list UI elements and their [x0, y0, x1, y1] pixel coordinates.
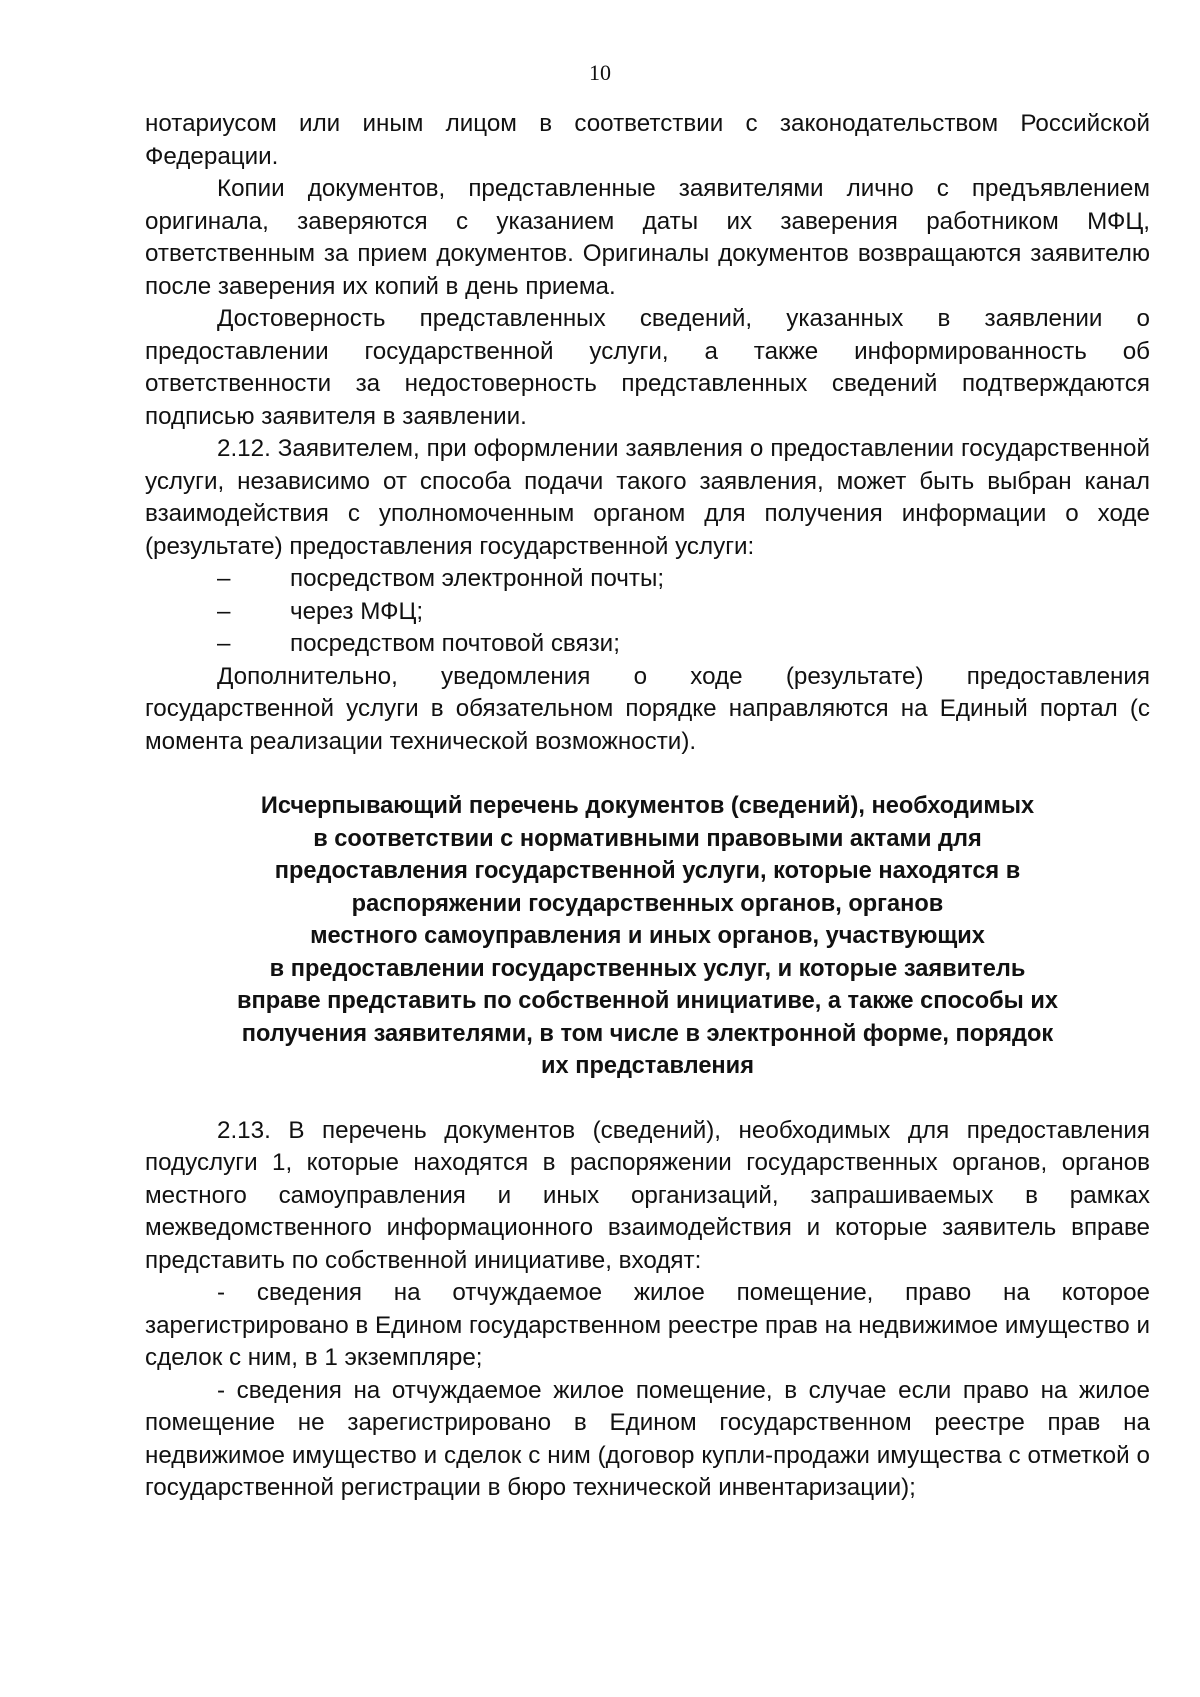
paragraph-registered-info: - сведения на отчуждаемое жилое помещение, право на которое зарегистрировано в Едином государственном реестре прав на недвижимое имущество и сделок с ним, в 1 экземпляре; — [145, 1279, 1150, 1371]
document-body — [145, 108, 1150, 1505]
list-dash: – — [217, 630, 231, 657]
list-item-text: посредством почтовой связи; — [290, 630, 620, 657]
page-number: 10 — [589, 60, 611, 85]
paragraph-continuation: нотариусом или иным лицом в соответствии с законодательством Российской Федерации. — [145, 110, 1150, 170]
paragraph-notifications: Дополнительно, уведомления о ходе (результате) предоставления государственной услуги в обязательном порядке направляются на Единый портал (с момента реализации технической возможности). — [145, 662, 1150, 755]
paragraph-reliability: Достоверность представленных сведений, указанных в заявлении о предоставлении государственной услуги, а также информированность об ответственности за недостоверность представленных сведений подтверждаются подписью заявителя в заявлении. — [145, 305, 1150, 430]
heading-line: местного самоуправления и иных органов, участвующих — [310, 923, 985, 949]
heading-line: в предоставлении государственных услуг, и которые заявитель — [269, 955, 1026, 982]
heading-line: их представления — [541, 1053, 754, 1079]
list-item-text: через МФЦ; — [290, 597, 424, 625]
list-item — [145, 563, 1150, 596]
list-item-text: посредством электронной почты; — [290, 565, 665, 592]
paragraph-copies: Копии документов, представленные заявителями лично с предъявлением оригинала, заверяются с указанием даты их заверения работником МФЦ, ответственным за прием документов. Оригиналы документов возвращаются заявителю после заверения их копий в день приема. — [145, 175, 1150, 300]
heading-line: распоряжении государственных органов, органов — [351, 890, 944, 917]
heading-line: в соответствии с нормативными правовыми актами для — [313, 825, 982, 852]
paragraph-2-13: 2.13. В перечень документов (сведений), необходимых для предоставления подуслуги 1, которые находятся в распоряжении государственных органов, органов местного самоуправления и иных организаций, запрашиваемых в рамках межведомственного информационного взаимодействия и которые заявитель вправе представить по собственной инициативе, входят: — [145, 1116, 1150, 1274]
section-heading — [145, 790, 1150, 1083]
heading-line: вправе представить по собственной инициативе, а также способы их — [236, 988, 1059, 1014]
heading-line: предоставления государственной услуги, которые находятся в — [274, 858, 1021, 884]
channel-list — [145, 563, 1150, 661]
list-dash: – — [217, 597, 231, 625]
heading-line: Исчерпывающий перечень документов (сведений), необходимых — [260, 793, 1035, 819]
list-item — [145, 628, 1150, 661]
list-dash: – — [217, 565, 231, 592]
paragraph-2-12: 2.12. Заявителем, при оформлении заявления о предоставлении государственной услуги, независимо от способа подачи такого заявления, может быть выбран канал взаимодействия с уполномоченным органом для получения информации о ходе (результате) предоставления государственной услуги: — [145, 435, 1150, 560]
paragraph-unregistered-info: - сведения на отчуждаемое жилое помещение, в случае если право на жилое помещение не зарегистрировано в Едином государственном реестре прав на недвижимое имущество и сделок с ним (договор купли-продажи имущества с отметкой о государственной регистрации в бюро технической инвентаризации); — [145, 1376, 1150, 1501]
heading-line: получения заявителями, в том числе в электронной форме, порядок — [241, 1020, 1054, 1047]
list-item — [145, 596, 1150, 629]
